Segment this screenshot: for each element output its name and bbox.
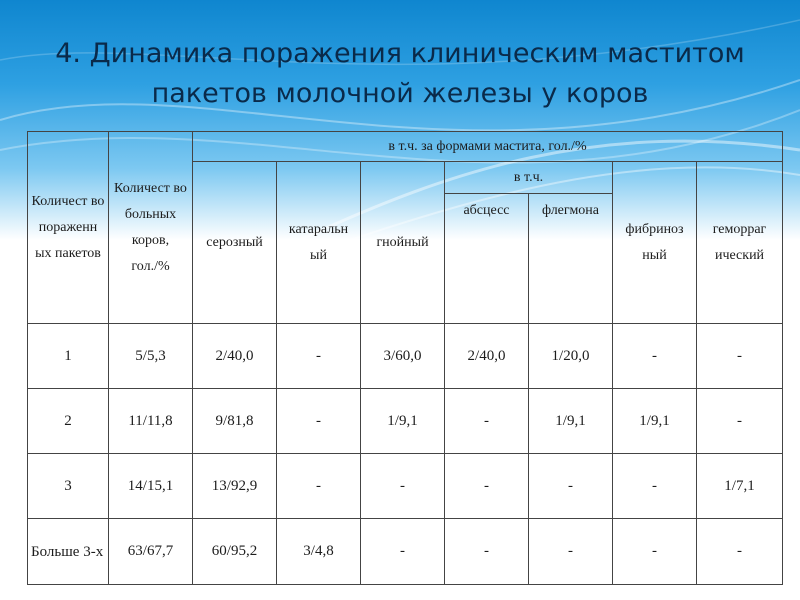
table-cell: -	[277, 324, 361, 389]
mastitis-table	[27, 131, 783, 585]
table-cell: 2/40,0	[445, 324, 529, 389]
header-affected-packets: Количест во пораженн ых пакетов	[28, 132, 109, 324]
table-cell: -	[697, 389, 783, 454]
table-cell: 11/11,8	[109, 389, 193, 454]
header-purulent: гнойный	[361, 162, 445, 324]
table-cell: -	[613, 324, 697, 389]
table-cell: -	[361, 454, 445, 519]
table-cell: 2	[28, 389, 109, 454]
table-cell: -	[529, 454, 613, 519]
table-cell: 1/7,1	[697, 454, 783, 519]
table-cell: 2/40,0	[193, 324, 277, 389]
header-hemorrhagic: геморраг ический	[697, 162, 783, 324]
title-line-2: пакетов молочной железы у коров	[151, 78, 649, 109]
table-cell: 3/4,8	[277, 519, 361, 585]
table-cell: 1/9,1	[613, 389, 697, 454]
table-cell: -	[697, 519, 783, 585]
table-cell: -	[277, 389, 361, 454]
header-sick-cows: Количест во больных коров, гол./%	[109, 132, 193, 324]
table-cell: -	[445, 389, 529, 454]
slide-title	[40, 34, 760, 114]
table-cell: 13/92,9	[193, 454, 277, 519]
header-subgroup: в т.ч.	[445, 162, 613, 194]
table-cell: -	[277, 454, 361, 519]
table-row	[28, 454, 783, 519]
table-cell: 60/95,2	[193, 519, 277, 585]
table-cell: -	[361, 519, 445, 585]
table-cell: 9/81,8	[193, 389, 277, 454]
header-serous: серозный	[193, 162, 277, 324]
table-cell: 5/5,3	[109, 324, 193, 389]
table-cell: 1/9,1	[529, 389, 613, 454]
table-cell: 14/15,1	[109, 454, 193, 519]
table-cell: -	[697, 324, 783, 389]
table-cell: 3	[28, 454, 109, 519]
header-catarrhal: катаральн ый	[277, 162, 361, 324]
table-cell: -	[445, 519, 529, 585]
table-cell: 1/9,1	[361, 389, 445, 454]
table-cell: 1/20,0	[529, 324, 613, 389]
table-row	[28, 324, 783, 389]
header-fibrinous: фибриноз ный	[613, 162, 697, 324]
table-row	[28, 389, 783, 454]
table-cell: 1	[28, 324, 109, 389]
table-cell: -	[613, 454, 697, 519]
table-cell: -	[529, 519, 613, 585]
header-phlegmon: флегмона	[529, 194, 613, 324]
table-cell: Больше 3-х	[28, 519, 109, 585]
table-cell: 63/67,7	[109, 519, 193, 585]
header-forms-group: в т.ч. за формами мастита, гол./%	[193, 132, 783, 162]
title-line-1: 4. Динамика поражения клиническим маститом	[55, 38, 745, 69]
table-cell: -	[613, 519, 697, 585]
table-row	[28, 519, 783, 585]
table-cell: 3/60,0	[361, 324, 445, 389]
table-cell: -	[445, 454, 529, 519]
header-abscess: абсцесс	[445, 194, 529, 324]
